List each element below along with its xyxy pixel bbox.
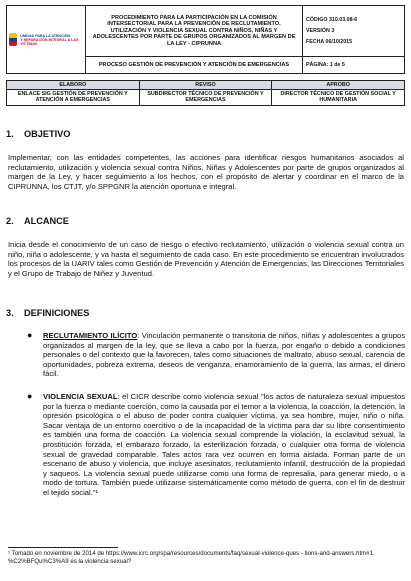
definition-item <box>27 330 405 379</box>
signoff-label-aprobo: APROBO <box>272 81 405 90</box>
section-title: ALCANCE <box>24 216 69 226</box>
process-name: PROCESO GESTIÓN DE PREVENCIÓN Y ATENCIÓN DE EMERGENCIAS <box>86 57 303 74</box>
signoff-label-reviso: REVISO <box>139 81 272 90</box>
logo-text <box>20 34 83 46</box>
bullet-icon: ● <box>27 330 33 340</box>
document-title: PROCEDIMIENTO PARA LA PARTICIPACIÓN EN LA COMISIÓN INTERSECTORIAL PARA LA PREVENCIÓN DE RECLUTAMIENTO, UTILIZACIÓN Y VIOLENCIA SEXUAL CONTRA NIÑOS, NIÑAS Y ADOLESCENTES POR PARTE DE GRUPOS ORGANIZADOS AL MARGEN DE LA LEY - CIPRUNNA <box>86 6 303 57</box>
section-heading-alcance <box>6 216 69 226</box>
flag-emblem-icon <box>9 33 17 46</box>
section-title: OBJETIVO <box>24 129 71 139</box>
signoff-value-elaboro: ENLACE SIG GESTIÓN DE PREVENCIÓN Y ATENCIÓN A EMERGENCIAS <box>7 90 140 105</box>
bullet-icon: ● <box>27 391 33 401</box>
definition-term: RECLUTAMIENTO ILÍCITO <box>43 331 138 340</box>
signoff-value-reviso: SUBDIRECTOR TÉCNICO DE PREVENCIÓN Y EMERGENCIAS <box>139 90 272 105</box>
definition-text: : Vinculación permanente o transitoria de niños, niñas y adolescentes a grupos organizados al margen de la ley, que se lleva a cabo por la fuerza, por engaño o debido a condiciones personales o del contexto que la favorecen, tales como situaciones de maltrato, abuso sexual, carencia de oportunidades, pobreza extrema, deseos de venganza, enamoramiento de la guerra, las armas, el dinero fácil. <box>43 331 405 379</box>
footnote: ¹ Tomado en noviembre de 2014 de https://www.icrc.org/spa/resources/documents/faq/sexual-violence-ques - tions-and-answers.htm#1. %C2%BFQu%C3%A9 es la violencia sexual? <box>8 550 375 565</box>
signoff-value-aprobo: DIRECTOR TÉCNICO DE GESTIÓN SOCIAL Y HUMANITARIA <box>272 90 405 105</box>
signoff-table <box>6 80 405 106</box>
signoff-label-elaboro: ELABORO <box>7 81 140 90</box>
logo-line-2: Y REPARACIÓN INTEGRAL A LAS VÍCTIMAS <box>20 37 79 46</box>
section-heading-objetivo <box>6 129 70 139</box>
document-meta <box>303 6 405 57</box>
document-header <box>6 5 405 74</box>
logo-line-1: UNIDAD PARA LA ATENCIÓN <box>20 33 71 38</box>
logo-cell <box>7 6 86 74</box>
document-date: FECHA 06/10/2015 <box>306 39 353 45</box>
section-text-alcance: Inicia desde el conocimiento de un caso de riesgo o efectivo reclutamiento, utilización o violencia sexual contra un niño, niña o adolescente, y va hasta el seguimiento de cada caso. En este procedimiento se encuentran involucrados los procesos de la UARIV tales como Gestión de Prevención y Atención de Emergencias, las Direcciones Territoriales y el Grupo de Trabajo de Niñez y Juventud. <box>8 240 404 278</box>
section-number: 3. <box>6 308 14 318</box>
document-version: VERSIÓN 3 <box>306 28 335 34</box>
document-code: CÓDIGO 310.03.08-6 <box>306 17 358 23</box>
section-number: 1. <box>6 129 14 139</box>
section-number: 2. <box>6 216 14 226</box>
definition-term: VIOLENCIA SEXUAL <box>43 392 118 401</box>
definition-text: : el CICR describe como violencia sexual "los actos de naturaleza sexual impuestos por la fuerza o mediante coerción, como la causada por el temor a la violencia, la coacción, la detención, la opresión psicológica o el abuso de poder contra cualquier víctima, ya sea hombre, mujer, niño o niña. Sacar ventaja de un entorno coercitivo o de la incapacidad de la víctima para dar su libre consentimiento es también una forma de coacción. La violencia sexual comprende la violación, la esclavitud sexual, la prostitución forzada, el embarazo forzado, la esterilización forzada, o cualquier otra forma de violencia sexual de gravedad comparable. Tales actos rara vez ocurren en forma aislada. Forman parte de un escenario de abuso y violencia, que incluye asesinatos, reclutamiento infantil, destrucción de la propiedad y saqueos. La violencia sexual puede utilizarse como una forma de represalia, para generar miedo, o a modo de tortura. También puede utilizarse sistemáticamente como método de guerra, con el fin de destruir el tejido social."¹ <box>43 392 405 497</box>
section-title: DEFINICIONES <box>24 308 90 318</box>
definition-item <box>27 391 405 498</box>
footnote-separator <box>8 547 118 548</box>
section-text-objetivo: Implementar, con las entidades competentes, las acciones para identificar riesgos humanitarios asociados al reclutamiento, utilización y violencia sexual contra Niños, Niñas y Adolescentes por parte de grupos organizados al margen de la Ley, y hacer seguimiento a los hechos, con el propósito de alertar y coordinar en el marco de la CIPRUNNA, los CTJT, y/o SPPGNR la atención oportuna e integral. <box>8 153 404 191</box>
page-number: PÁGINA: 1 de 5 <box>303 57 405 74</box>
agency-logo <box>7 31 85 48</box>
section-heading-definiciones <box>6 308 89 318</box>
